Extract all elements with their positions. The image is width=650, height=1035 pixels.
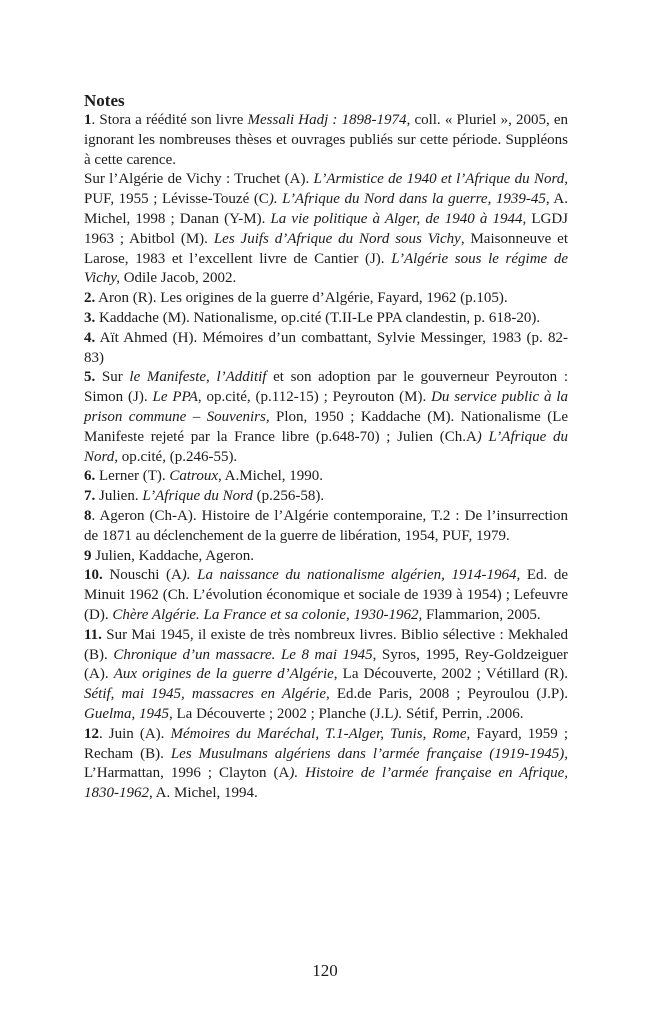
note-text: , Syros, 1995, Rey-Goldzeiguer (A).	[84, 646, 569, 683]
note-text: Julien, Kaddache, Ageron.	[91, 547, 254, 564]
notes-section	[84, 91, 568, 804]
note-text: , A. Michel, 1994.	[149, 785, 258, 802]
notes-list	[84, 111, 568, 804]
note-entry	[84, 725, 568, 804]
note-text: . Juin (A).	[99, 725, 171, 742]
note-italic-text: Aux origines de la guerre d’Algérie	[113, 666, 334, 683]
note-number: 2.	[84, 290, 96, 307]
note-entry	[84, 368, 568, 467]
note-italic-text: Mémoires du Maréchal, T.1-Alger, Tunis, Rome	[170, 725, 467, 742]
note-italic-text: Sétif, mai 1945, massacres en Algérie	[84, 686, 326, 703]
note-italic-text: ). La naissance du nationalisme algérien, 1914-1964,	[181, 567, 521, 584]
note-text: Kaddache (M). Nationalisme, op.cité (T.II-Le PPA clandestin, p. 618-20).	[95, 309, 541, 326]
note-entry	[84, 507, 568, 547]
note-number: 5.	[84, 369, 96, 386]
note-italic-text: ).	[393, 705, 403, 722]
note-italic-text: ). Histoire de l’armée française en Afrique, 1830-1962	[84, 765, 569, 802]
note-text: Sétif	[402, 705, 435, 722]
note-text: L’Harmattan, 1996 ; Clayton (A	[84, 765, 290, 782]
note-text: , Fayard, 1959 ; Recham (B).	[84, 725, 568, 762]
note-text: , La Découverte, 2002 ; Vétillard (R).	[333, 666, 569, 683]
notes-heading: Notes	[84, 91, 125, 110]
note-text: Plon, 1950 ; Kaddache (M). Nationalisme (Le Manifeste rejeté par la France libre (p.648-70) ; Julien (Ch.A	[84, 408, 569, 445]
note-italic-text: Le PPA	[152, 389, 198, 406]
note-italic-text: Chère Algérie. La France et sa colonie, 1930-1962	[112, 606, 419, 623]
note-text: Odile Jacob, 2002.	[119, 270, 237, 287]
note-entry	[84, 626, 568, 725]
note-text: . Stora a réédité son livre	[91, 112, 248, 128]
note-italic-text: le Manifeste	[129, 369, 207, 386]
note-italic-text: ,	[434, 705, 439, 722]
note-text: ,	[206, 369, 217, 386]
note-italic-text: Les Musulmans algériens dans l’armée française (1919-1945),	[170, 745, 568, 762]
note-text: , op.cité, (p.112-15) ; Peyrouton (M).	[197, 389, 432, 406]
note-italic-text: l’Additif	[216, 369, 267, 386]
note-italic-text: L’Afrique du Nord	[142, 488, 253, 505]
note-text: , op.cité, (p.246-55).	[114, 448, 238, 465]
note-text: Aron (R). Les origines de la guerre d’Algérie, Fayard, 1962 (p.105).	[95, 290, 508, 307]
note-entry	[84, 566, 568, 625]
note-text: A.Michel, 1990.	[221, 468, 323, 485]
note-number: 7.	[84, 488, 96, 505]
note-text: Julien.	[95, 488, 143, 505]
note-italic-text: Les Juifs d’Afrique du Nord sous Vichy	[213, 230, 461, 247]
note-text: . Ageron (Ch-A). Histoire de l’Algérie contemporaine, T.2 : De l’insurrection de 1871 au déclenchement de la guerre de libération, 1954, PUF, 1979.	[84, 507, 568, 544]
note-entry	[84, 467, 568, 487]
note-text: Sur l’Algérie de Vichy : Truchet (A).	[84, 171, 314, 188]
note-text: Sur	[95, 369, 130, 386]
note-entry	[84, 289, 568, 309]
note-text: , La Découverte ; 2002 ; Planche (J.L	[169, 705, 394, 722]
note-number: 10.	[84, 567, 103, 584]
note-text: , Flammarion, 2005.	[418, 606, 541, 623]
note-italic-text: Du service public à la prison commune – Souvenirs,	[84, 389, 568, 425]
page-number: 120	[312, 961, 338, 980]
note-text: Ed. de Minuit 1962 (Ch. L’évolution économique et sociale de 1939 à 1954) ; Lefeuvre (D).	[84, 567, 568, 623]
note-italic-text: Messali Hadj : 1898-1974	[247, 112, 407, 128]
note-number: 3.	[84, 309, 96, 326]
note-text: Sur Mai 1945, il existe de très nombreux livres. Biblio sélective : Mekhaled (B).	[84, 626, 568, 663]
note-text: Lerner (T).	[95, 468, 170, 485]
note-italic-text: Chronique d’un massacre. Le 8 mai 1945	[113, 646, 373, 663]
note-text: , Maisonneuve et Larose, 1983 et l’excellent livre de Cantier (J).	[84, 230, 568, 267]
note-entry	[84, 111, 568, 170]
note-number: 9	[84, 547, 92, 564]
note-text: (p.256-58).	[252, 488, 325, 505]
note-number: 12	[84, 725, 99, 742]
note-italic-text: ) L’Afrique du Nord	[84, 428, 568, 465]
note-entry	[84, 547, 568, 567]
note-entry	[84, 329, 568, 369]
note-text: Nouschi (A	[102, 567, 182, 584]
note-number: 4.	[84, 329, 96, 346]
note-text: Aït Ahmed (H). Mémoires d’un combattant, Sylvie Messinger, 1983 (p. 82-83)	[84, 329, 568, 366]
note-italic-text: L’Algérie sous le régime de Vichy,	[84, 250, 568, 287]
note-entry	[84, 170, 568, 289]
note-text: , coll. « Pluriel », 2005, en ignorant les nombreuses thèses et ouvrages publiés sur cette période. Suppléons à cette carence.	[84, 112, 569, 168]
note-italic-text: L’Armistice de 1940 et l’Afrique du Nord,	[313, 171, 568, 188]
note-text: Perrin, .2006.	[438, 705, 524, 722]
note-italic-text: ). L’Afrique du Nord dans la guerre, 1939-45	[268, 191, 546, 208]
note-italic-text: Catroux,	[169, 468, 222, 485]
note-entry	[84, 309, 568, 329]
note-text: , LGDJ 1963 ; Abitbol (M).	[84, 210, 568, 247]
note-italic-text: La vie politique à Alger, de 1940 à 1944	[270, 210, 523, 227]
note-number: 11.	[84, 626, 102, 643]
note-text: , A. Michel, 1998 ; Danan (Y-M).	[84, 191, 568, 227]
note-text: PUF, 1955 ; Lévisse-Touzé (C	[84, 191, 269, 208]
note-number: 6.	[84, 468, 96, 485]
note-text: et son adoption par le gouverneur Peyrouton : Simon (J).	[84, 369, 568, 406]
note-italic-text: Guelma, 1945	[84, 705, 169, 722]
note-number: 1	[84, 112, 92, 128]
note-number: 8	[84, 507, 92, 524]
note-text: , Ed.de Paris, 2008 ; Peyroulou (J.P).	[326, 686, 568, 703]
note-entry	[84, 487, 568, 507]
